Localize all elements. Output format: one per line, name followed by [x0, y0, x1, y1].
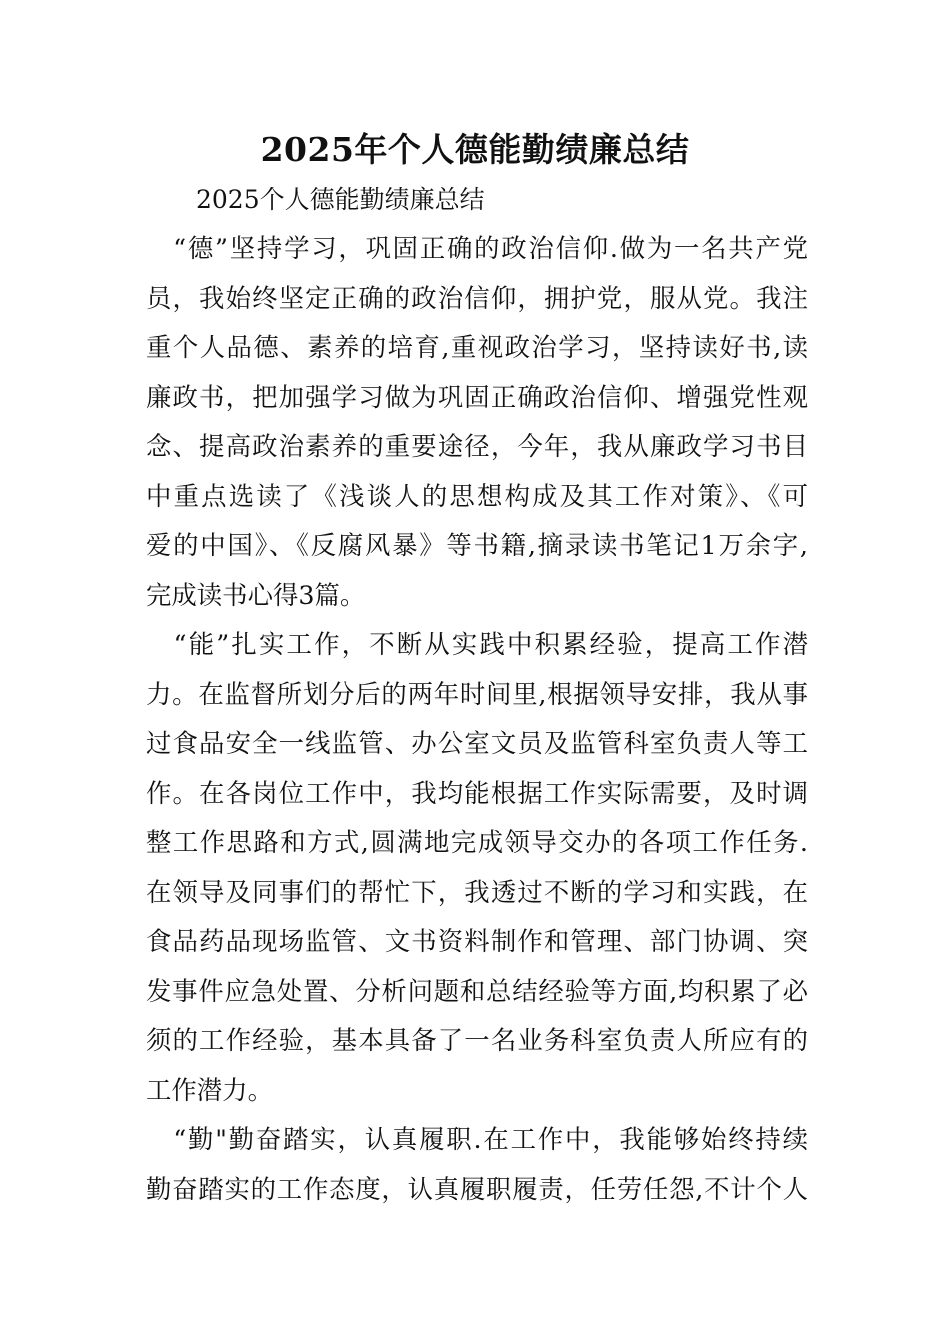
paragraph-line: 完成读书心得3篇。 — [146, 579, 366, 610]
paragraph-line: 中重点选读了《浅谈人的思想构成及其工作对策》、《可 — [146, 480, 808, 511]
paragraph-line: 爱的中国》、《反腐风暴》等书籍,摘录读书笔记1万余字, — [146, 530, 808, 560]
paragraph-line: 食品药品现场监管、文书资料制作和管理、部门协调、突 — [146, 926, 808, 956]
paragraph-line: 勤奋踏实的工作态度，认真履职履责，任劳任怨,不计个人 — [146, 1173, 808, 1204]
paragraph-line: 须的工作经验，基本具备了一名业务科室负责人所应有的 — [146, 1025, 808, 1055]
paragraph-line: 在领导及同事们的帮忙下，我透过不断的学习和实践，在 — [146, 876, 808, 907]
paragraph-line: 发事件应急处置、分析问题和总结经验等方面,均积累了必 — [146, 975, 808, 1006]
paragraph-qin — [146, 1115, 808, 1214]
paragraph-line: 念、提高政治素养的重要途径，今年，我从廉政学习书目 — [146, 431, 808, 461]
paragraph-line: 重个人品德、素养的培育,重视政治学习，坚持读好书,读 — [146, 332, 808, 362]
document-subtitle: 2025个人德能勤绩廉总结 — [196, 185, 485, 214]
paragraph-line: 力。在监督所划分后的两年时间里,根据领导安排，我从事 — [146, 678, 808, 709]
paragraph-line: 作。在各岗位工作中，我均能根据工作实际需要，及时调 — [146, 777, 808, 808]
paragraph-line: 工作潜力。 — [146, 1074, 273, 1105]
paragraph-line: 廉政书，把加强学习做为巩固正确政治信仰、增强党性观 — [146, 381, 808, 412]
paragraph-line: “勤"勤奋踏实，认真履职.在工作中，我能够始终持续 — [146, 1124, 808, 1154]
paragraph-line: 整工作思路和方式,圆满地完成领导交办的各项工作任务. — [146, 827, 808, 857]
document-title: 2025年个人德能勤绩廉总结 — [260, 130, 690, 169]
paragraph-line: “能”扎实工作，不断从实践中积累经验，提高工作潜 — [146, 629, 808, 659]
paragraph-neng — [146, 620, 808, 1115]
paragraph-line: 过食品安全一线监管、办公室文员及监管科室负责人等工 — [146, 728, 808, 758]
paragraph-line: 员，我始终坚定正确的政治信仰，拥护党，服从党。我注 — [146, 282, 808, 313]
paragraph-line: “德”坚持学习，巩固正确的政治信仰.做为一名共产党 — [146, 233, 808, 263]
document-body — [146, 224, 808, 1214]
paragraph-de — [146, 224, 808, 620]
